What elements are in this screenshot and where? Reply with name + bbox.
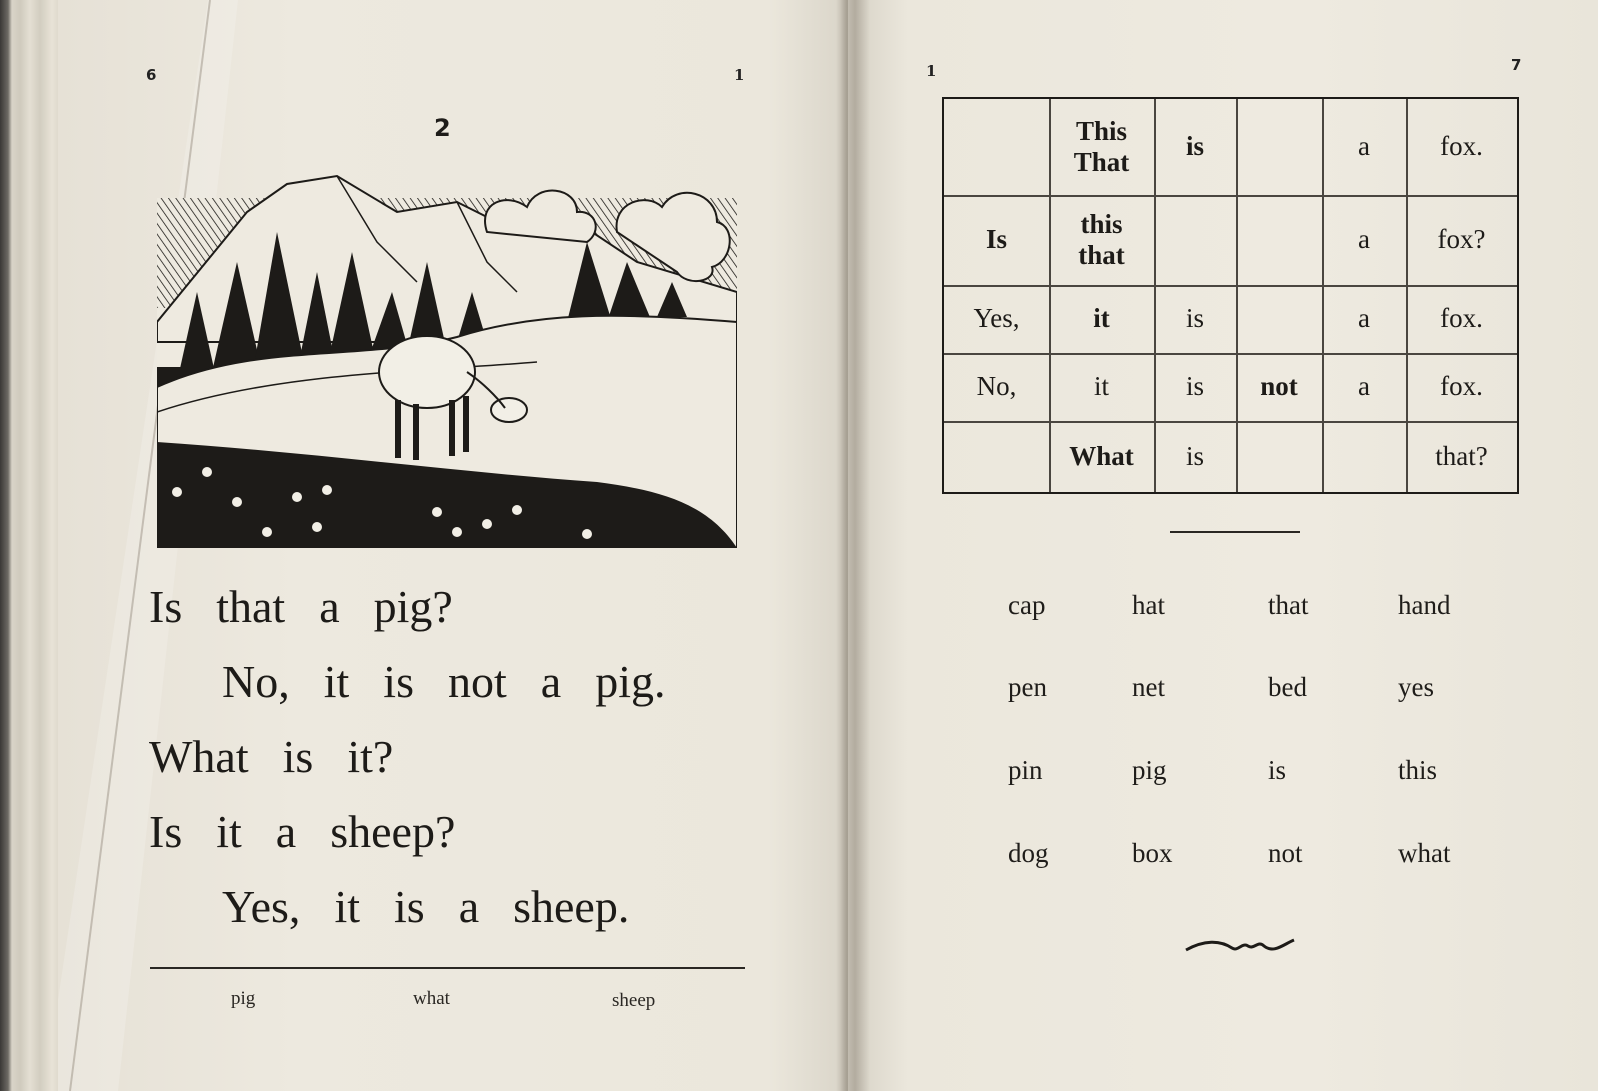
word-list-item: pin: [1008, 755, 1043, 785]
vocab-word: pig: [231, 988, 256, 1009]
reading-line-3: [149, 730, 393, 783]
table-cell: is: [1185, 131, 1204, 162]
word-list-item: hat: [1132, 590, 1165, 620]
word: it?: [347, 731, 394, 782]
table-cell: [1236, 99, 1322, 195]
word: is: [394, 881, 425, 932]
word: What: [149, 731, 249, 782]
word: a: [319, 581, 340, 632]
table-cell: is: [1185, 371, 1204, 402]
word: a: [275, 806, 297, 857]
word-list-item: this: [1398, 755, 1438, 785]
table-cell: a: [1358, 371, 1370, 402]
lesson-number: 2: [434, 114, 451, 142]
reading-line-4: [149, 805, 455, 858]
sentence-pattern-table: [942, 97, 1519, 494]
word-list-item: what: [1398, 838, 1451, 868]
word: that: [216, 581, 286, 632]
table-cell: is: [1185, 303, 1204, 334]
reading-line-5: [222, 880, 629, 933]
table-cell: a: [1358, 303, 1370, 334]
table-cell: [1236, 421, 1322, 492]
table-cell: [1236, 285, 1322, 353]
word-list-item: bed: [1268, 672, 1307, 702]
table-cell: not: [1260, 371, 1298, 402]
vocab-divider: [150, 967, 745, 969]
table-cell: Yes,: [973, 303, 1020, 334]
vocab-word: what: [413, 988, 450, 1009]
word-list-item: yes: [1398, 672, 1434, 702]
word: is: [383, 656, 414, 707]
sheep-grazing-landscape-illustration: [157, 172, 737, 548]
word-list-item: box: [1132, 838, 1173, 868]
word: a: [540, 656, 562, 707]
word-list-item: hand: [1398, 590, 1451, 620]
table-cell: [1236, 195, 1322, 285]
word-list-item: that: [1268, 590, 1309, 620]
word: pig?: [373, 581, 453, 632]
table-cell: fox.: [1440, 303, 1483, 334]
word: Is: [149, 806, 183, 857]
swash-ornament-icon: [1184, 934, 1296, 958]
word: it: [216, 806, 242, 857]
table-cell: it: [1093, 303, 1110, 334]
table-cell: [944, 421, 1049, 492]
table-cell: [1322, 421, 1406, 492]
word-list-item: pen: [1008, 672, 1047, 702]
book-gutter-shadow: [840, 0, 870, 1091]
vocab-word: sheep: [612, 990, 656, 1011]
table-cell: is: [1185, 440, 1204, 471]
word: No,: [222, 656, 290, 707]
table-cell: Is: [985, 224, 1007, 255]
word: sheep.: [513, 881, 630, 932]
table-cell: fox.: [1440, 371, 1483, 402]
word-list-item: dog: [1008, 838, 1049, 868]
word: Yes,: [222, 881, 301, 932]
table-cell: This That: [1073, 115, 1130, 177]
word-list-item: not: [1268, 838, 1303, 868]
word: it: [323, 656, 350, 707]
reading-line-2: [222, 655, 665, 708]
word-list-item: is: [1268, 755, 1287, 785]
reading-line-1: [149, 580, 453, 633]
word: it: [334, 881, 360, 932]
table-cell: No,: [976, 371, 1017, 402]
table-cell: a: [1358, 131, 1370, 162]
table-cell: [944, 99, 1049, 195]
table-cell: What: [1069, 440, 1134, 471]
table-cell: [1154, 195, 1236, 285]
table-cell: it: [1093, 371, 1109, 402]
table-cell: this that: [1078, 208, 1125, 270]
word-list-item: net: [1132, 672, 1165, 702]
word-list-item: pig: [1132, 755, 1167, 785]
left-page-signature: 1: [734, 66, 745, 84]
short-divider: [1170, 531, 1300, 533]
table-cell: fox.: [1440, 131, 1483, 162]
book-page-edges: [0, 0, 60, 1091]
word: Is: [149, 581, 183, 632]
word: sheep?: [330, 806, 456, 857]
left-page-number: 6: [146, 66, 157, 84]
word: not: [447, 656, 507, 707]
table-cell: fox?: [1437, 224, 1486, 255]
table-cell: that?: [1435, 440, 1488, 471]
right-page-signature: 1: [926, 62, 937, 80]
right-page-number: 7: [1511, 56, 1522, 74]
table-cell: a: [1358, 224, 1370, 255]
word-list-item: cap: [1008, 590, 1046, 620]
word: pig.: [595, 656, 666, 707]
word: is: [282, 731, 314, 782]
word: a: [458, 881, 480, 932]
